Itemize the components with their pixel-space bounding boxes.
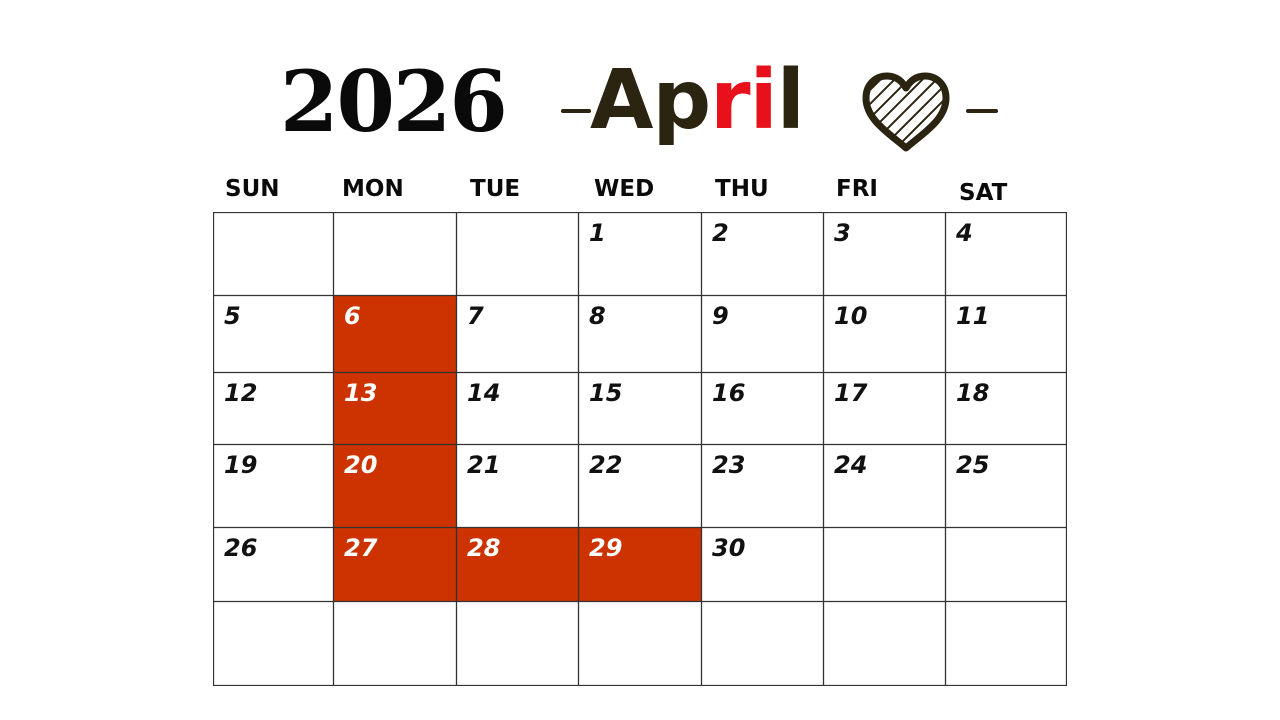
day-number: 7 — [467, 302, 484, 330]
calendar-grid — [213, 212, 1067, 686]
month-part-2: ri — [710, 53, 777, 148]
empty-cell-sat — [945, 601, 1067, 686]
day-cell-30 — [701, 527, 823, 601]
day-cell-22 — [578, 444, 701, 527]
empty-cell-mon — [333, 601, 456, 686]
month-part-1: Ap — [590, 53, 711, 148]
day-number: 6 — [344, 302, 361, 330]
day-cell-24 — [823, 444, 945, 527]
day-number: 25 — [956, 451, 990, 479]
day-number: 9 — [712, 302, 729, 330]
day-cell-27-highlighted — [333, 527, 456, 601]
month-part-3: l — [776, 53, 804, 148]
day-number: 3 — [834, 219, 851, 247]
day-cell-1 — [578, 212, 701, 295]
day-cell-12 — [213, 372, 333, 444]
weekday-thu: THU — [715, 176, 769, 202]
day-cell-25 — [945, 444, 1067, 527]
day-number: 13 — [344, 379, 378, 407]
day-cell-17 — [823, 372, 945, 444]
day-number: 22 — [589, 451, 623, 479]
day-number: 26 — [224, 534, 258, 562]
day-number: 14 — [467, 379, 501, 407]
day-number: 23 — [712, 451, 746, 479]
day-cell-3 — [823, 212, 945, 295]
empty-cell-wed — [578, 601, 701, 686]
empty-cell-sun — [213, 601, 333, 686]
calendar-year: 2026 — [280, 52, 506, 151]
day-cell-28-highlighted — [456, 527, 578, 601]
day-cell-4 — [945, 212, 1067, 295]
day-cell-26 — [213, 527, 333, 601]
day-number: 10 — [834, 302, 868, 330]
day-cell-11 — [945, 295, 1067, 372]
weekday-sun: SUN — [225, 176, 280, 202]
day-cell-8 — [578, 295, 701, 372]
day-number: 11 — [956, 302, 990, 330]
day-number: 1 — [589, 219, 606, 247]
day-cell-29-highlighted — [578, 527, 701, 601]
calendar-month — [590, 53, 804, 148]
day-number: 2 — [712, 219, 729, 247]
weekday-fri: FRI — [836, 176, 878, 202]
weekday-wed: WED — [594, 176, 655, 202]
heart-icon — [860, 70, 952, 154]
day-cell-13-highlighted — [333, 372, 456, 444]
day-number: 15 — [589, 379, 623, 407]
day-cell-18 — [945, 372, 1067, 444]
title-dash-left — [561, 109, 591, 113]
weekday-mon: MON — [342, 176, 404, 202]
empty-cell-tue — [456, 601, 578, 686]
day-cell-10 — [823, 295, 945, 372]
weekday-tue: TUE — [470, 176, 521, 202]
empty-cell-thu — [701, 601, 823, 686]
day-number: 21 — [467, 451, 501, 479]
day-number: 18 — [956, 379, 990, 407]
day-number: 27 — [344, 534, 378, 562]
day-cell-19 — [213, 444, 333, 527]
day-number: 8 — [589, 302, 606, 330]
day-number: 30 — [712, 534, 746, 562]
day-cell-16 — [701, 372, 823, 444]
day-number: 29 — [589, 534, 623, 562]
empty-cell-sun — [213, 212, 333, 295]
day-number: 20 — [344, 451, 378, 479]
day-cell-5 — [213, 295, 333, 372]
day-number: 12 — [224, 379, 258, 407]
day-number: 24 — [834, 451, 868, 479]
day-cell-6-highlighted — [333, 295, 456, 372]
day-cell-7 — [456, 295, 578, 372]
day-cell-2 — [701, 212, 823, 295]
empty-cell-mon — [333, 212, 456, 295]
empty-cell-fri — [823, 601, 945, 686]
day-number: 16 — [712, 379, 746, 407]
title-dash-right — [966, 109, 998, 113]
day-number: 28 — [467, 534, 501, 562]
day-number: 19 — [224, 451, 258, 479]
day-cell-23 — [701, 444, 823, 527]
day-cell-15 — [578, 372, 701, 444]
day-cell-20-highlighted — [333, 444, 456, 527]
day-number: 5 — [224, 302, 241, 330]
weekday-sat: SAT — [959, 180, 1008, 206]
day-cell-9 — [701, 295, 823, 372]
empty-cell-fri — [823, 527, 945, 601]
day-number: 17 — [834, 379, 868, 407]
empty-cell-sat — [945, 527, 1067, 601]
day-cell-21 — [456, 444, 578, 527]
day-number: 4 — [956, 219, 973, 247]
day-cell-14 — [456, 372, 578, 444]
empty-cell-tue — [456, 212, 578, 295]
